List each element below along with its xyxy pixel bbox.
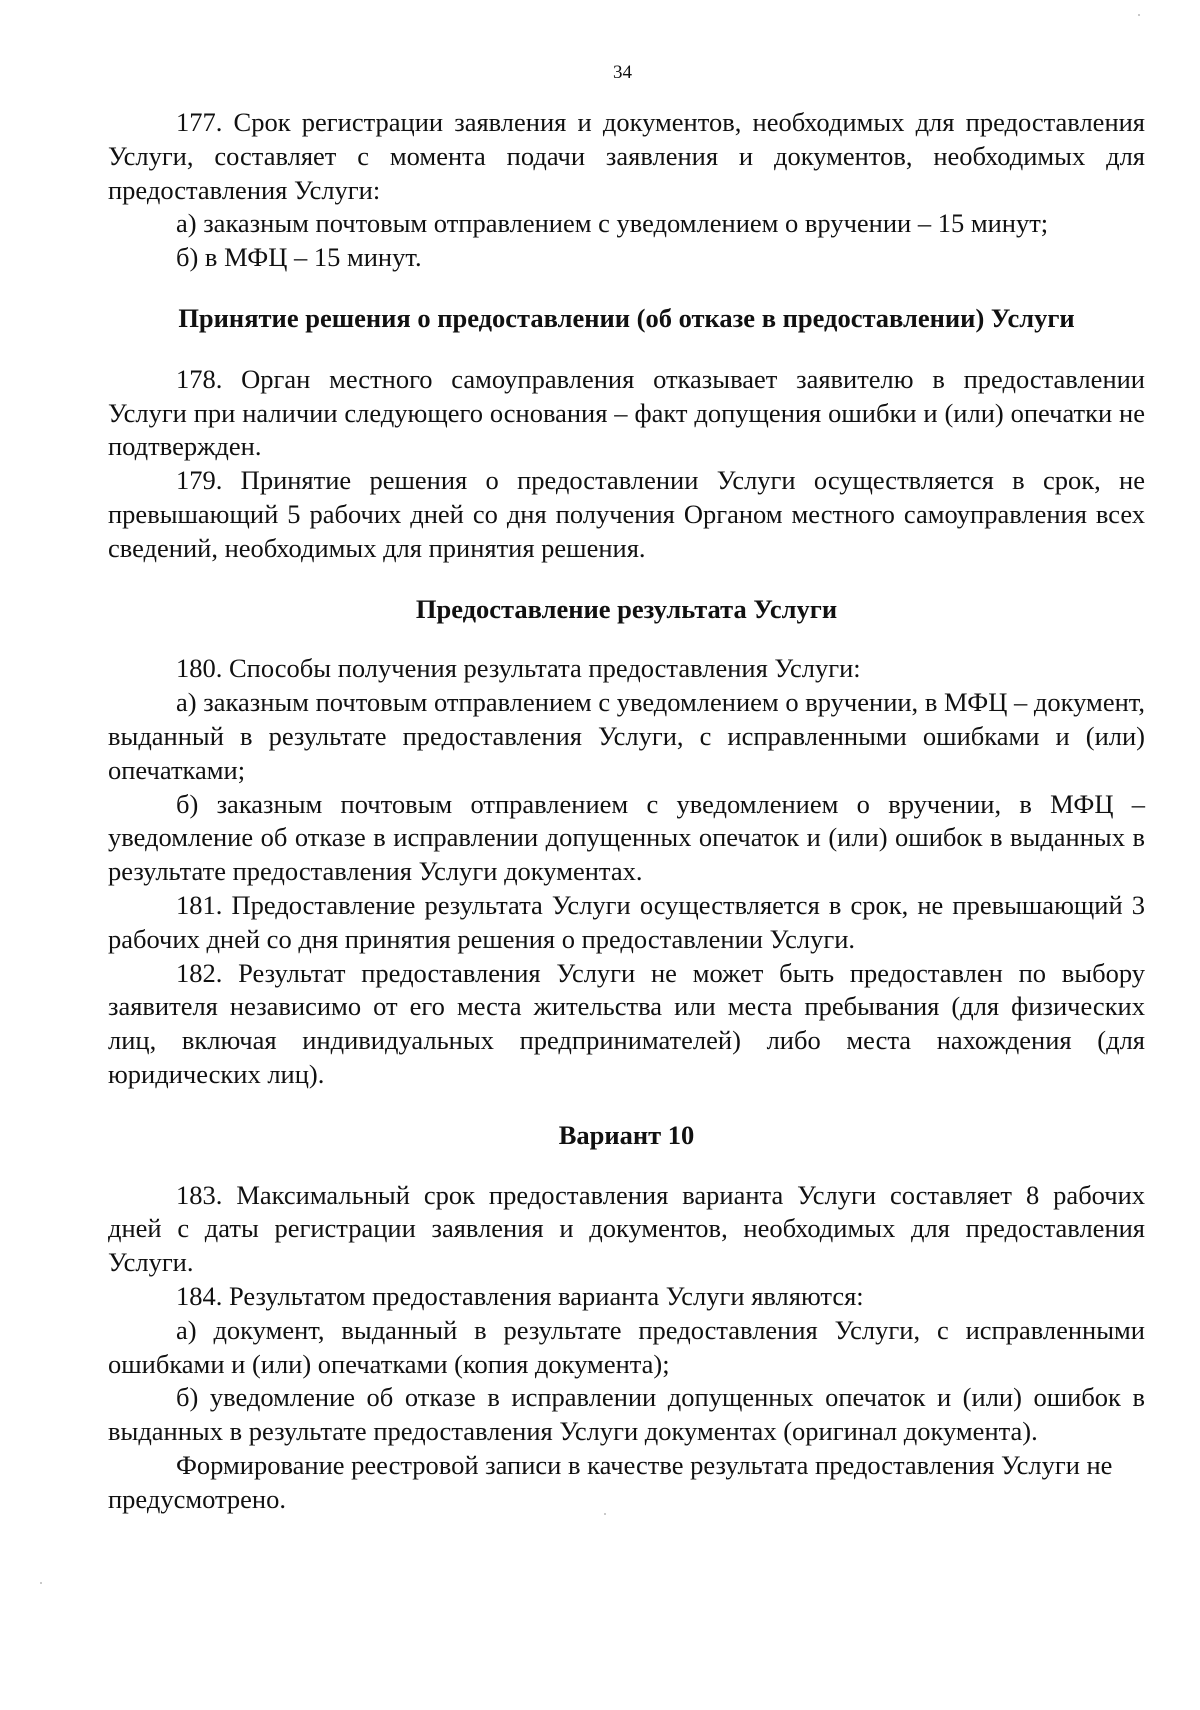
paragraph-180-a: а) заказным почтовым отправлением с уведомлением о вручении, в МФЦ – документ, выданный в результате предоставления Услуги, с исправленными ошибками и (или) опечатками;	[108, 687, 1145, 785]
document-body	[108, 106, 1145, 1516]
paragraph-177: 177. Срок регистрации заявления и документов, необходимых для предоставления Услуги, составляет с момента подачи заявления и документов, необходимых для предоставления Услуги:	[108, 107, 1145, 205]
scan-speck	[1138, 14, 1140, 16]
paragraph-184-b: б) уведомление об отказе в исправлении допущенных опечаток и (или) ошибок в выданных в результате предоставления Услуги документах (оригинал документа).	[108, 1382, 1145, 1447]
page-number: 34	[613, 62, 632, 83]
paragraph-180: 180. Способы получения результата предоставления Услуги:	[176, 653, 861, 684]
paragraph-181: 181. Предоставление результата Услуги осуществляется в срок, не превышающий 3 рабочих дней со дня принятия решения о предоставлении Услуги.	[108, 889, 1145, 954]
paragraph-183: 183. Максимальный срок предоставления варианта Услуги составляет 8 рабочих дней с даты регистрации заявления и документов, необходимых для предоставления Услуги.	[108, 1179, 1145, 1278]
scan-speck	[604, 1513, 606, 1515]
scan-speck	[40, 1582, 42, 1584]
paragraph-177-a: а) заказным почтовым отправлением с уведомлением о вручении – 15 минут;	[176, 208, 1049, 239]
paragraph-178: 178. Орган местного самоуправления отказывает заявителю в предоставлении Услуги при наличии следующего основания – факт допущения ошибки и (или) опечатки не подтвержден.	[108, 363, 1145, 462]
section-heading-variant-10: Вариант 10	[558, 1119, 695, 1150]
section-heading-result-delivery: Предоставление результата Услуги	[415, 593, 838, 624]
section-heading-decision: Принятие решения о предоставлении (об отказе в предоставлении) Услуги	[178, 302, 1075, 333]
paragraph-registry-record: Формирование реестровой записи в качестве результата предоставления Услуги не предусмотрено.	[108, 1449, 1113, 1514]
paragraph-182: 182. Результат предоставления Услуги не может быть предоставлен по выбору заявителя независимо от его места жительства или места пребывания (для физических лиц, включая индивидуальных предпринимателей) либо места нахождения (для юридических лиц).	[108, 957, 1145, 1089]
paragraph-184: 184. Результатом предоставления варианта Услуги являются:	[176, 1280, 864, 1311]
paragraph-177-b: б) в МФЦ – 15 минут.	[176, 242, 422, 273]
paragraph-180-b: б) заказным почтовым отправлением с уведомлением о вручении, в МФЦ – уведомление об отказе в исправлении допущенных опечаток и (или) ошибок в выданных в результате предоставления Услуги документах.	[108, 788, 1145, 887]
paragraph-184-a: а) документ, выданный в результате предоставления Услуги, с исправленными ошибками и (или) опечатками (копия документа);	[108, 1314, 1145, 1379]
paragraph-179: 179. Принятие решения о предоставлении Услуги осуществляется в срок, не превышающий 5 рабочих дней со дня получения Органом местного самоуправления всех сведений, необходимых для принятия решения.	[108, 465, 1145, 563]
